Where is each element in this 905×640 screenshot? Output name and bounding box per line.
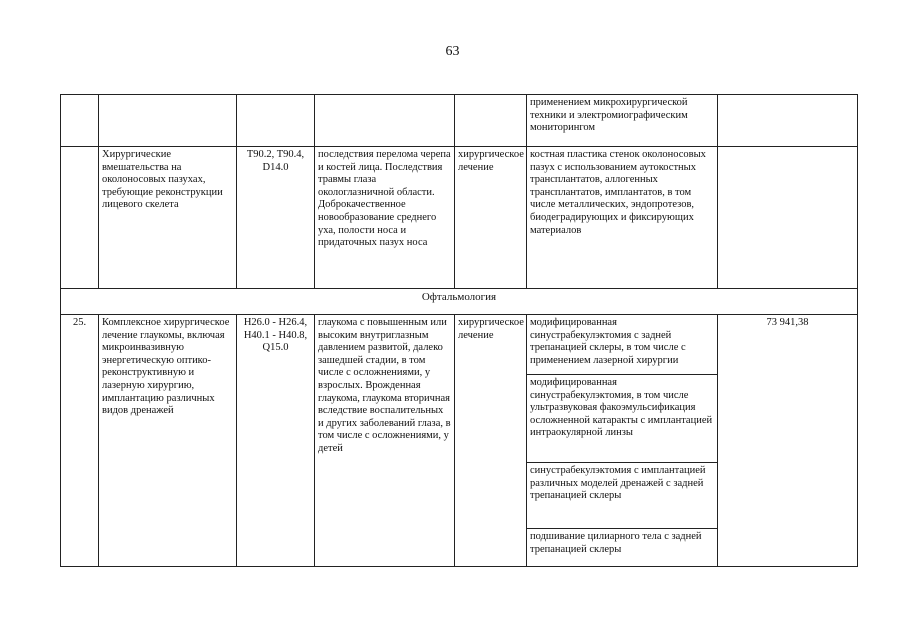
num-cell: [61, 95, 99, 147]
type-cell: хирургическое лечение: [455, 147, 527, 289]
cost-cell: [718, 147, 858, 289]
model-cell: [315, 95, 455, 147]
name-cell: [99, 95, 237, 147]
table-row-glaucoma: [61, 315, 858, 375]
name-cell: Комплексное хирургическое лечение глаукомы, включая микроинвазивную энергетическую оптико-реконструктивную и лазерную хирургию, имплантацию различных видов дренажей: [99, 315, 237, 567]
method-cell: костная пластика стенок околоносовых пазух с использованием аутокостных трансплантатов, аллогенных трансплантатов, имплантатов, в том числе металлических, эндопротезов, биодеградирующих и фиксирующих материалов: [527, 147, 718, 289]
model-cell: глаукома с повышенным или высоким внутриглазным давлением развитой, далеко зашедшей стадии, в том числе с осложнениями, у взрослых. Врожденная глаукома, глаукома вторичная вследствие воспалительных и других заболеваний глаза, в том числе с осложнениями, у детей: [315, 315, 455, 567]
table-row-skull-reconstruction: [61, 147, 858, 289]
num-cell: 25.: [61, 315, 99, 567]
page-number: 63: [445, 44, 460, 59]
section-row-ophthalmology: [61, 289, 858, 315]
name-cell: Хирургические вмешательства на околоносовых пазухах, требующие реконструкции лицевого скелета: [99, 147, 237, 289]
codes-cell: H26.0 - H26.4, H40.1 - H40.8, Q15.0: [237, 315, 315, 567]
medical-care-table: [60, 94, 858, 567]
type-cell: хирургическое лечение: [455, 315, 527, 567]
codes-cell: [237, 95, 315, 147]
method-cell: синустрабекулэктомия с имплантацией различных моделей дренажей с задней трепанацией склеры: [527, 463, 718, 529]
cost-cell: [718, 95, 858, 147]
method-cell: применением микрохирургической техники и электромиографическим мониторингом: [527, 95, 718, 147]
section-title: Офтальмология: [61, 289, 858, 315]
type-cell: [455, 95, 527, 147]
model-cell: последствия перелома черепа и костей лица. Последствия травмы глаза окологлазничной области. Доброкачественное новообразование среднего уха, полости носа и придаточных пазух носа: [315, 147, 455, 289]
cost-cell: 73 941,38: [718, 315, 858, 567]
table-row-continuation: [61, 95, 858, 147]
method-cell: модифицированная синустрабекулэктомия, в том числе ультразвуковая факоэмульсификация осложненной катаракты с имплантацией интраокулярной линзы: [527, 375, 718, 463]
codes-cell: T90.2, T90.4, D14.0: [237, 147, 315, 289]
num-cell: [61, 147, 99, 289]
method-cell: подшивание цилиарного тела с задней трепанацией склеры: [527, 529, 718, 567]
method-cell: модифицированная синустрабекулэктомия с задней трепанацией склеры, в том числе с применением лазерной хирургии: [527, 315, 718, 375]
